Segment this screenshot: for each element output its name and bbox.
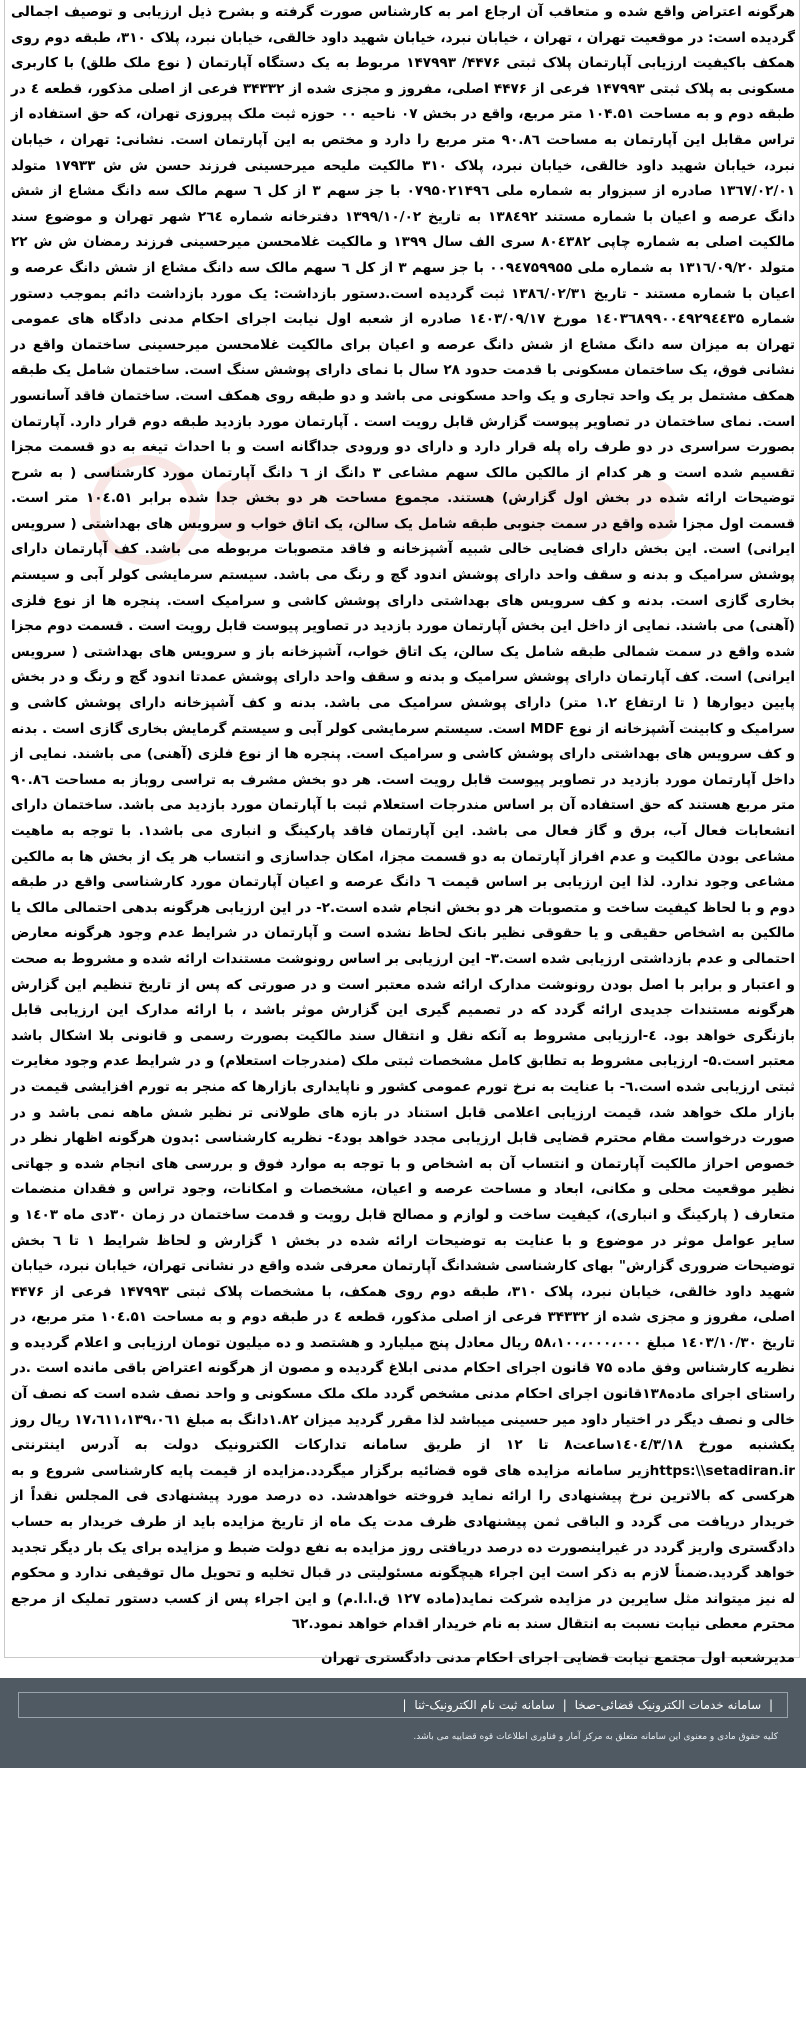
notice-signature: مدیرشعبه اول مجتمع نیابت قضایی اجرای احکام مدنی دادگستری تهران <box>320 1650 795 1666</box>
footer-link-sana[interactable]: سامانه ثبت نام الکترونیک-ثنا <box>414 1698 555 1712</box>
auction-notice <box>11 0 795 1672</box>
footer-links-bar <box>18 1692 788 1718</box>
footer-copyright: کلیه حقوق مادی و معنوی این سامانه متعلق به مرکز آمار و فناوری اطلاعات قوه قضاییه می باشد. <box>413 1732 778 1742</box>
footer-link-sakha[interactable]: سامانه خدمات الکترونیک قضائی-صخا <box>574 1698 762 1712</box>
content-frame <box>4 0 800 1666</box>
notice-body: هرگونه اعتراض واقع شده و متعاقب آن ارجاع امر به کارشناس صورت گرفته و بشرح ذیل ارزیابی و توصیف اجمالی گردیده است: در موقعیت تهران ، تهران ، خیابان نبرد، خیابان شهید داود خالقی، خیابان نبرد، پلاک ۳۱۰، طبقه دوم روی همکف باکیفیت ارزیابی آپارتمان پلاک ثبتی ۴۴۷۶/ ۱۴۷۹۹۳ مربوط به یک دستگاه آپارتمان ( نوع ملک طلق) با کاربری مسکونی به پلاک ثبتی ۱۴۷۹۹۳ فرعی از ۴۴۷۶ اصلی، مفروز و مجزی شده از ۳۴۳۳۲ فرعی از اصلی مذکور، قطعه ٤ در طبقه دوم و به مساحت ۱۰۴.۵۱ متر مربع، واقع در بخش ۰۷ ناحیه ۰۰ حوزه ثبت ملک پیروزی تهران، که حق استفاده از تراس مقابل این آپارتمان به مساحت ۹۰.۸٦ متر مربع را دارد و مختص به این آپارتمان است. نشانی: تهران ، خیابان نبرد، خیابان شهید داود خالقی، خیابان نبرد، پلاک ۳۱۰ مالکیت ملیحه میرحسینی فرزند حسن ش ش ۱۷۹۳۳ متولد ۱۳٦۷/۰۲/۰۱ صادره از سبزوار به شماره ملی ۰۷۹۵۰۲۱۴۹٦ با جز سهم ۳ از کل ٦ سهم مالک سه دانگ مشاع از شش دانگ عرصه و اعیان با شماره مستند ۱۳۸٤۹۲ به تاریخ ۱۳۹۹/۱۰/۰۲ دفترخانه شماره ۲٦٤ شهر تهران و موضوع سند مالکیت اصلی به شماره چاپی ۸۰٤۳۸۲ سری الف سال ۱۳۹۹ و مالکیت غلامحسن میرحسینی فرزند رمضان ش ش ۲۲ متولد ۱۳۱٦/۰۹/۲۰ به شماره ملی ۰۰۹٤۷۵۹۹۵۵ با جز سهم ۳ از کل ٦ سهم مالک سه دانگ مشاع از شش دانگ عرصه و اعیان با شماره مستند - تاریخ ۱۳۸٦/۰۲/۳۱ ثبت گردیده است.دستور بازداشت: یک مورد بازداشت دائم بموجب دستور شماره ۱٤۰۳٦۸۹۹۰۰٤۹۲۹٤٤۳۵ مورخ ۱٤۰۳/۰۹/۱۷ صادره از شعبه اول نیابت اجرای احکام مدنی دادگاه های عمومی تهران به میزان سه دانگ مشاع از شش دانگ عرصه و اعیان برای مالکیت غلامحسن میرحسینی ساختمان واقع در نشانی فوق، یک ساختمان مسکونی با قدمت حدود ۲۸ سال با نمای دارای پوشش سنگ است. ساختمان شامل یک طبقه همکف مشتمل بر یک واحد تجاری و یک واحد مسکونی می باشد و دو طبقه روی همکف است. ساختمان فاقد آسانسور است. نمای ساختمان در تصاویر پیوست گزارش قابل رویت است . آپارتمان مورد بازدید طبقه دوم قرار دارد. آپارتمان بصورت سراسری در دو طرف راه پله قرار دارد و دارای دو ورودی جداگانه است و با احداث تیغه به دو قسمت مجزا تقسیم شده است و هر کدام از مالکین مالک سهم مشاعی ۳ دانگ از ٦ دانگ آپارتمان مورد کارشناسی ( به شرح توضیحات ارائه شده در بخش اول گزارش) هستند. مجموع مساحت هر دو بخش جدا شده برابر ۱۰٤.۵۱ متر است. قسمت اول مجزا شده واقع در سمت جنوبی طبقه شامل یک سالن، یک اتاق خواب و سرویس های بهداشتی ( سرویس ایرانی) است. این بخش دارای فضایی خالی شبیه آشپزخانه و فاقد متصوبات مربوطه می باشد. کف آپارتمان دارای پوشش سرامیک و بدنه و سقف واحد دارای پوشش اندود گچ و رنگ می باشد. سیستم سرمایشی کولر آبی و سیستم بخاری گازی است. بدنه و کف سرویس های بهداشتی دارای پوشش کاشی و سرامیک است. پنجره ها از نوع فلزی (آهنی) می باشند. نمایی از داخل این بخش آپارتمان مورد بازدید در تصاویر پیوست قابل رویت است . قسمت دوم مجزا شده واقع در سمت شمالی طبقه شامل یک سالن، یک اتاق خواب، آشپزخانه باز و سرویس های بهداشتی ( سرویس ایرانی) است. کف آپارتمان دارای پوشش سرامیک و بدنه و سقف واحد دارای پوشش عمدتا اندود گچ و رنگ و در بخش پایین دیوارها ( تا ارتفاع ۱.۲ متر) دارای پوشش سرامیک می باشد. بدنه و کف آشپزخانه دارای پوشش کاشی و سرامیک و کابینت آشپزخانه از نوع MDF است. سیستم سرمایشی کولر آبی و سیستم گرمایش بخاری گازی است . بدنه و کف سرویس های بهداشتی دارای پوشش کاشی و سرامیک است. پنجره ها از نوع فلزی (آهنی) می باشند. نمایی از داخل آپارتمان مورد بازدید در تصاویر پیوست قابل رویت است. هر دو بخش مشرف به تراسی روباز به مساحت ۹۰.۸٦ متر مربع هستند که حق استفاده آن بر اساس مندرجات استعلام ثبت با آپارتمان مورد بازدید می باشد. ساختمان دارای انشعابات فعال آب، برق و گاز فعال می باشد. این آپارتمان فاقد پارکینگ و انباری می باشد۱. با توجه به ماهیت مشاعی بودن مالکیت و عدم افراز آپارتمان به دو قسمت مجزا، امکان جداسازی و انتساب هر یک از بخش ها به مالکین مشاعی وجود ندارد. لذا این ارزیابی بر اساس قیمت ٦ دانگ عرصه و اعیان آپارتمان مورد کارشناسی واقع در طبقه دوم و با لحاظ کیفیت ساخت و متصوبات هر دو بخش انجام شده است.۲- در این ارزیابی هرگونه بدهی احتمالی مالک یا مالکین به اشخاص حقیقی و یا حقوقی نظیر بانک لحاظ نشده است و آپارتمان در شرایط عدم وجود هرگونه معارض احتمالی و عدم بازداشتی ارزیابی شده است.۳- این ارزیابی بر اساس رونوشت مستندات ارائه شده و مشروط به صحت و اعتبار و برابر با اصل بودن رونوشت مدارک ارائه شده معتبر است و در صورتی که پس از تاریخ تنظیم این گزارش هرگونه مستندات جدیدی ارائه گردد که در تصمیم گیری این گزارش موثر باشد ، با ارائه مدارک این ارزیابی قابل بازنگری خواهد بود. ٤-ارزیابی مشروط به آنکه نقل و انتقال سند مالکیت بصورت رسمی و قانونی بلا اشکال باشد معتبر است.۵- ارزیابی مشروط به تطابق کامل مشخصات ثبتی ملک (مندرجات استعلام) و در شرایط عدم وجود مغایرت ثبتی ارزیابی شده است.٦- با عنایت به نرخ تورم عمومی کشور و ناپایداری بازارها که منجر به تورم افزایشی قیمت در بازار ملک خواهد شد، قیمت ارزیابی اعلامی قابل استناد در بازه های طولانی تر نظیر شش ماهه نمی باشد و در صورت درخواست مقام محترم قضایی قابل ارزیابی مجدد خواهد بود٤- نظریه کارشناسی :بدون هرگونه اظهار نظر در خصوص احراز مالکیت آپارتمان و انتساب آن به اشخاص و با توجه به موارد فوق و بررسی های انجام شده و جهاتی نظیر موقعیت محلی و مکانی، ابعاد و مساحت عرصه و اعیان، مشخصات و امکانات، وجود تراس و فقدان منضمات متعارف ( پارکینگ و انباری)، کیفیت ساخت و لوازم و مصالح قابل رویت و قدمت ساختمان در زمان ۳۰دی ماه ۱٤۰۳ و سایر عوامل موثر در موضوع و با عنایت به توضیحات ارائه شده در بخش ۱ گزارش و لحاظ شرایط ۱ تا ٦ بخش توضیحات ضروری گزارش" بهای کارشناسی ششدانگ آپارتمان معرفی شده واقع در نشانی تهران، خیابان نبرد، خیابان شهید داود خالقی، خیابان نبرد، پلاک ۳۱۰، طبقه دوم روی همکف، با مشخصات پلاک ثبتی ۱۴۷۹۹۳ فرعی از ۴۴۷۶ اصلی، مفروز و مجزی شده از ۳۴۳۳۲ فرعی از اصلی مذکور، قطعه ٤ در طبقه دوم و به مساحت ۱۰٤.۵۱ متر مربع، در تاریخ ۱٤۰۳/۱۰/۳۰ مبلغ ۵۸،۱۰۰،۰۰۰،۰۰۰ ریال معادل پنج میلیارد و هشتصد و ده میلیون تومان ارزیابی و اعلام گردیده و نظریه کارشناس وفق ماده ۷۵ قانون اجرای احکام مدنی ابلاغ گردیده و مصون از هرگونه اعتراض باقی مانده است .در راستای اجرای ماده۱۳۸قانون اجرای احکام مدنی مشخص گردد ملک ملک مسکونی و واحد نصف شده است که نصف آن خالی و نصف دیگر در اختیار داود میر حسینی میباشد لذا مقرر گردید میزان ۱.۸۲دانگ به مبلغ ۱۷،٦۱۱،۱۳۹،۰٦۱ ریال روز یکشنبه مورخ ۱٤۰٤/۳/۱۸ساعت۸ تا ۱۲ از طریق سامانه تدارکات الکترونیک دولت به آدرس اینترنتی https:\\setadiran.irزیر سامانه مزایده های قوه قضائیه برگزار میگردد.مزایده از قیمت پایه کارشناسی شروع و به هرکسی که بالاترین نرخ پیشنهادی را ارائه نماید فروخته خواهدشد. ده درصد مورد پیشنهادی فی المجلس نقداً از خریدار دریافت می گردد و الباقی ثمن پیشنهادی ظرف مدت یک ماه از تاریخ مزایده باید از طرف خریدار به حساب دادگستری واریز گردد در غیراینصورت ده درصد دریافتی روز مزایده به نفع دولت ضبط و مزایده برای یک بار دیگر تجدید خواهد گردید.ضمناً لازم به ذکر است این اجراء هیچگونه مسئولیتی در قبال تخلیه و تحویل مال توقیفی ندارد و محکوم له نیز میتواند مثل سایرین در مزایده شرکت نماید(ماده ۱۲۷ ق.ا.ا.م) و این اجراء پس از کسب دستور تملیک از مرجع محترم معطی نیابت نسبت به انتقال سند به نام خریدار اقدام خواهد نمود.٦۲ <box>11 4 796 1633</box>
site-footer <box>0 1678 806 1768</box>
footer-separator: | <box>402 1698 407 1712</box>
footer-separator: | <box>562 1698 567 1712</box>
footer-separator: | <box>768 1698 773 1712</box>
